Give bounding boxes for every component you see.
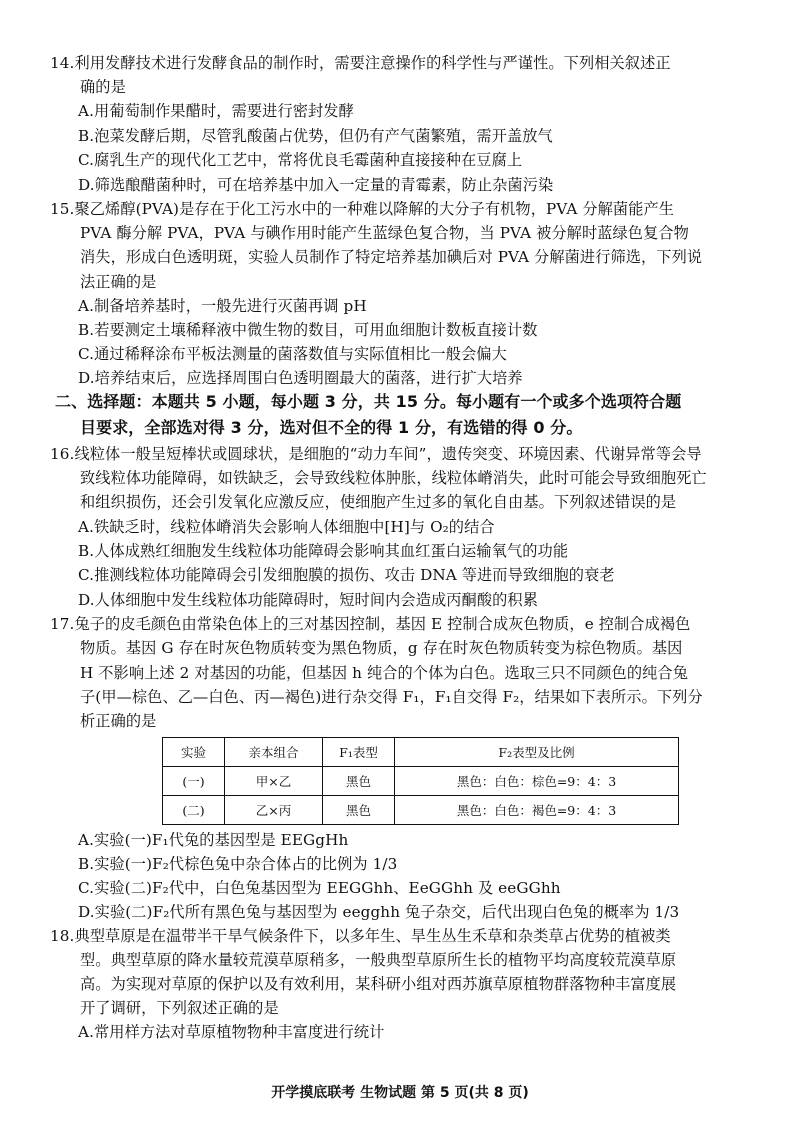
q17-stem-cont-1: 物质。基因 G 存在时灰色物质转变为黑色物质，g 存在时灰色物质转变为棕色物质。基因: [80, 639, 683, 657]
table-cell: 黑色：白色：褐色=9：4：3: [395, 796, 679, 825]
q15-stem-cont-2: 消失，形成白色透明斑，实验人员制作了特定培养基加碘后对 PVA 分解菌进行筛选，下列说: [80, 248, 703, 266]
table-cell: 黑色: [323, 767, 395, 796]
table-cell: (二): [163, 796, 225, 825]
q15-option-d: D.培养结束后，应选择周围白色透明圈最大的菌落，进行扩大培养: [78, 369, 523, 387]
q14-stem: 14.利用发酵技术进行发酵食品的制作时，需要注意操作的科学性与严谨性。下列相关叙述正: [50, 54, 671, 72]
q16-stem: 16.线粒体一般呈短棒状或圆球状，是细胞的“动力车间”，遗传突变、环境因素、代谢异常等会导: [50, 445, 702, 463]
q16-option-c: C.推测线粒体功能障碍会引发细胞膜的损伤、攻击 DNA 等进而导致细胞的衰老: [78, 566, 615, 584]
table-header: F₂表型及比例: [395, 738, 679, 767]
q14-option-d: D.筛选酿醋菌种时，可在培养基中加入一定量的青霉素，防止杂菌污染: [78, 176, 554, 194]
page-footer: 开学摸底联考 生物试题 第 5 页(共 8 页): [271, 1085, 529, 1101]
q17-option-a: A.实验(一)F₁代兔的基因型是 EEGgHh: [78, 831, 349, 849]
section-2-header-cont: 目要求，全部选对得 3 分，选对但不全的得 1 分，有选错的得 0 分。: [80, 418, 583, 437]
q17-stem: 17.兔子的皮毛颜色由常染色体上的三对基因控制，基因 E 控制合成灰色物质，e 控制合成褐色: [50, 615, 691, 633]
q15-stem-cont-3: 法正确的是: [80, 273, 157, 291]
table-header-row: [163, 738, 679, 767]
table-cell: 黑色: [323, 796, 395, 825]
table-cell: 甲×乙: [225, 767, 323, 796]
q18-stem-cont-3: 开了调研，下列叙述正确的是: [80, 999, 279, 1017]
q16-option-d: D.人体细胞中发生线粒体功能障碍时，短时间内会造成丙酮酸的积累: [78, 591, 538, 609]
table-cell: 乙×丙: [225, 796, 323, 825]
table-header: F₁表型: [323, 738, 395, 767]
q17-option-d: D.实验(二)F₂代所有黑色兔与基因型为 eegghh 兔子杂交，后代出现白色兔的概率为 1/3: [78, 903, 680, 921]
q18-stem-cont-1: 型。典型草原的降水量较荒漠草原稍多，一般典型草原所生长的植物平均高度较荒漠草原: [80, 951, 677, 969]
q18-stem: 18.典型草原是在温带半干旱气候条件下，以多年生、旱生丛生禾草和杂类草占优势的植被类: [50, 927, 671, 945]
q15-stem-cont-1: PVA 酶分解 PVA，PVA 与碘作用时能产生蓝绿色复合物，当 PVA 被分解时蓝绿色复合物: [80, 224, 689, 242]
table-row: [163, 767, 679, 796]
q16-option-b: B.人体成熟红细胞发生线粒体功能障碍会影响其血红蛋白运输氧气的功能: [78, 542, 569, 560]
genetics-cross-table: [162, 737, 679, 825]
q17-option-b: B.实验(一)F₂代棕色兔中杂合体占的比例为 1/3: [78, 855, 398, 873]
q14-option-a: A.用葡萄制作果醋时，需要进行密封发酵: [78, 102, 354, 120]
q14-stem-cont: 确的是: [80, 78, 126, 96]
section-2-header: 二、选择题：本题共 5 小题，每小题 3 分，共 15 分。每小题有一个或多个选项符合题: [55, 392, 682, 411]
table-cell: 黑色：白色：棕色=9：4：3: [395, 767, 679, 796]
q14-option-b: B.泡菜发酵后期，尽管乳酸菌占优势，但仍有产气菌繁殖，需开盖放气: [78, 127, 553, 145]
q18-stem-cont-2: 高。为实现对草原的保护以及有效利用，某科研小组对西苏旗草原植物群落物种丰富度展: [80, 975, 677, 993]
q17-stem-cont-3: 子(甲—棕色、乙—白色、丙—褐色)进行杂交得 F₁，F₁自交得 F₂，结果如下表所示。下列分: [80, 688, 703, 706]
q17-stem-cont-2: H 不影响上述 2 对基因的功能，但基因 h 纯合的个体为白色。选取三只不同颜色的纯合兔: [80, 664, 688, 682]
q15-stem: 15.聚乙烯醇(PVA)是存在于化工污水中的一种难以降解的大分子有机物，PVA 分解菌能产生: [50, 200, 675, 218]
q15-option-c: C.通过稀释涂布平板法测量的菌落数值与实际值相比一般会偏大: [78, 345, 507, 363]
q17-option-c: C.实验(二)F₂代中，白色兔基因型为 EEGGhh、EeGGhh 及 eeGGhh: [78, 879, 561, 897]
q14-option-c: C.腐乳生产的现代化工艺中，常将优良毛霉菌种直接接种在豆腐上: [78, 151, 523, 169]
table-header: 亲本组合: [225, 738, 323, 767]
q16-stem-cont-1: 致线粒体功能障碍，如铁缺乏，会导致线粒体肿胀，线粒体嵴消失，此时可能会导致细胞死亡: [80, 469, 707, 487]
q16-stem-cont-2: 和组织损伤，还会引发氧化应激反应，使细胞产生过多的氧化自由基。下列叙述错误的是: [80, 493, 677, 511]
q17-stem-cont-4: 析正确的是: [80, 712, 157, 730]
table-cell: (一): [163, 767, 225, 796]
q15-option-b: B.若要测定土壤稀释液中微生物的数目，可用血细胞计数板直接计数: [78, 321, 538, 339]
q18-option-a: A.常用样方法对草原植物物种丰富度进行统计: [78, 1023, 385, 1041]
q16-option-a: A.铁缺乏时，线粒体嵴消失会影响人体细胞中[H]与 O₂的结合: [78, 518, 495, 536]
table-header: 实验: [163, 738, 225, 767]
table-row: [163, 796, 679, 825]
q15-option-a: A.制备培养基时，一般先进行灭菌再调 pH: [78, 297, 367, 315]
